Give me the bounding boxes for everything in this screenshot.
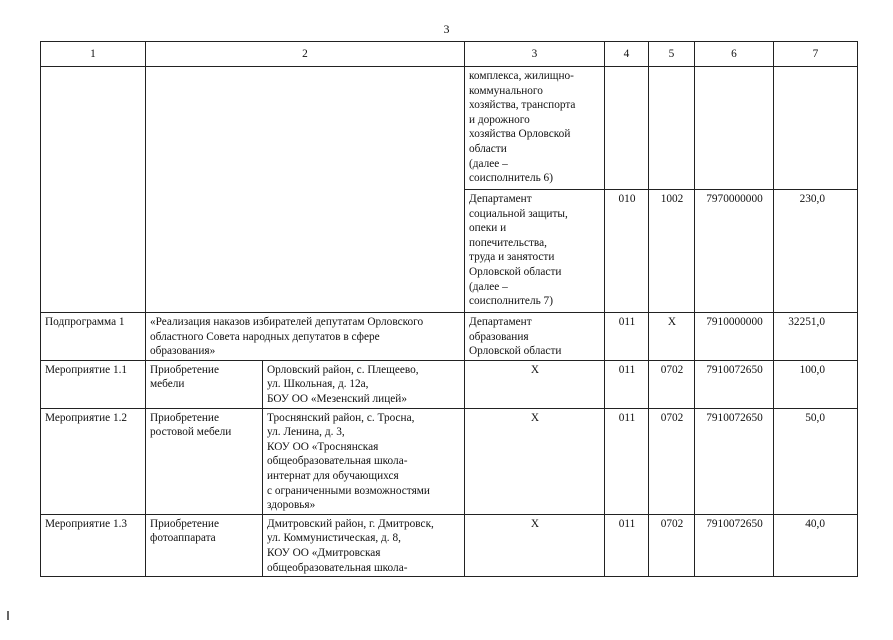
- column-header-2: 2: [146, 42, 465, 67]
- executor-cell: Х: [465, 408, 605, 514]
- target-code-cell: [695, 67, 774, 190]
- target-code-cell: 7910072650: [695, 514, 774, 576]
- column-header-4: 4: [605, 42, 649, 67]
- code-cell: 011: [605, 360, 649, 408]
- amount-cell: 230,0: [774, 190, 858, 313]
- section-cell: Х: [649, 313, 695, 361]
- amount-cell: 32251,0: [774, 313, 858, 361]
- row-label-cell: Мероприятие 1.1: [41, 360, 146, 408]
- executor-cell: Департамент социальной защиты, опеки и попечительства, труда и занятости Орловской области (далее – соисполнитель 7): [465, 190, 605, 313]
- page-number: 3: [443, 22, 450, 36]
- code-cell: 010: [605, 190, 649, 313]
- amount-cell: 100,0: [774, 360, 858, 408]
- code-cell: 011: [605, 408, 649, 514]
- address-cell: Орловский район, с. Плещеево, ул. Школьная, д. 12а, БОУ ОО «Мезенский лицей»: [263, 360, 465, 408]
- header-row: [41, 42, 858, 67]
- executor-cell: Х: [465, 514, 605, 576]
- description-cell: «Реализация наказов избирателей депутатам Орловского областного Совета народных депутатов в сфере образования»: [146, 313, 465, 361]
- table-row: [41, 360, 858, 408]
- description-cell: [146, 67, 465, 313]
- row-label-cell: Подпрограмма 1: [41, 313, 146, 361]
- executor-cell: Х: [465, 360, 605, 408]
- section-cell: [649, 67, 695, 190]
- amount-cell: 50,0: [774, 408, 858, 514]
- table-row: [41, 514, 858, 576]
- section-cell: 0702: [649, 514, 695, 576]
- address-cell: Троснянский район, с. Тросна, ул. Ленина, д. 3, КОУ ОО «Троснянская общеобразовательная школа- интернат для обучающихся с ограниченными возможностями здоровья»: [263, 408, 465, 514]
- amount-cell: [774, 67, 858, 190]
- section-cell: 1002: [649, 190, 695, 313]
- table-row: [41, 313, 858, 361]
- row-label-cell: Мероприятие 1.3: [41, 514, 146, 576]
- item-name-cell: Приобретение фотоаппарата: [146, 514, 263, 576]
- section-cell: 0702: [649, 360, 695, 408]
- column-header-7: 7: [774, 42, 858, 67]
- code-cell: 011: [605, 514, 649, 576]
- row-label-cell: Мероприятие 1.2: [41, 408, 146, 514]
- target-code-cell: 7910072650: [695, 408, 774, 514]
- column-header-3: 3: [465, 42, 605, 67]
- item-name-cell: Приобретение мебели: [146, 360, 263, 408]
- table-row: [41, 408, 858, 514]
- address-cell: Дмитровский район, г. Дмитровск, ул. Коммунистическая, д. 8, КОУ ОО «Дмитровская общеобразовательная школа-: [263, 514, 465, 576]
- target-code-cell: 7910072650: [695, 360, 774, 408]
- item-name-cell: Приобретение ростовой мебели: [146, 408, 263, 514]
- executor-cell: Департамент образования Орловской области: [465, 313, 605, 361]
- column-header-5: 5: [649, 42, 695, 67]
- code-cell: [605, 67, 649, 190]
- amount-cell: 40,0: [774, 514, 858, 576]
- target-code-cell: 7970000000: [695, 190, 774, 313]
- executor-cell: комплекса, жилищно- коммунального хозяйства, транспорта и дорожного хозяйства Орловской области (далее – соисполнитель 6): [465, 67, 605, 190]
- table-row: [41, 67, 858, 190]
- column-header-6: 6: [695, 42, 774, 67]
- row-label-cell: [41, 67, 146, 313]
- section-cell: 0702: [649, 408, 695, 514]
- program-table: [40, 41, 858, 577]
- column-header-1: 1: [41, 42, 146, 67]
- target-code-cell: 7910000000: [695, 313, 774, 361]
- scan-edge-mark: [7, 611, 9, 620]
- code-cell: 011: [605, 313, 649, 361]
